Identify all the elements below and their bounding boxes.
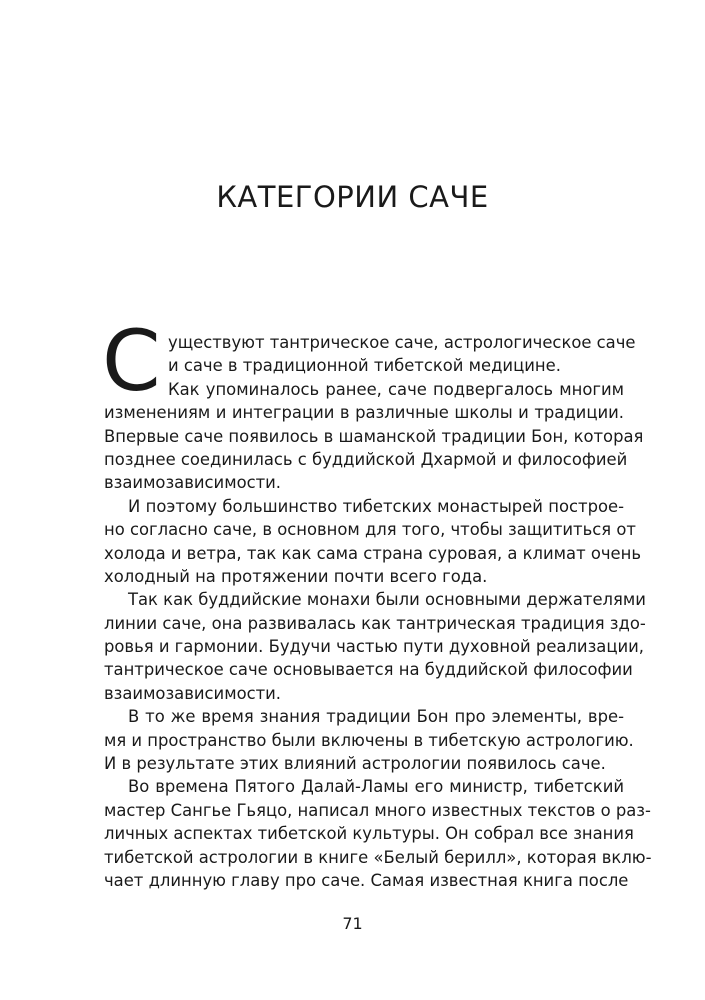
chapter-title: КАТЕГОРИИ САЧЕ (216, 180, 489, 214)
text-line: взаимозависимости. (104, 473, 282, 493)
text-line: взаимозависимости. (104, 683, 282, 703)
text-line: Так как буддийские монахи были основными держателями (128, 590, 646, 610)
text-line: личных аспектах тибетской культуры. Он собрал все знания (104, 824, 634, 844)
text-line: И в результате этих влияний астрологии появилось саче. (104, 754, 606, 774)
text-line: изменениям и интеграции в различные школы и традиции. (104, 403, 624, 423)
text-line: но согласно саче, в основном для того, чтобы защититься от (104, 520, 636, 540)
text-line: Как упоминалось ранее, саче подвергалось многим (168, 379, 624, 399)
text-line: И поэтому большинство тибетских монастырей построе- (128, 496, 624, 516)
text-line: тантрическое саче основывается на буддийской философии (104, 660, 633, 680)
text-line: уществуют тантрическое саче, астрологическое саче (168, 333, 636, 352)
opening-paragraph (102, 312, 636, 410)
text-line: и саче в традиционной тибетской медицине. (168, 356, 561, 376)
page-number: 71 (342, 914, 363, 933)
text-line: мя и пространство были включены в тибетскую астрологию. (104, 730, 634, 750)
body-text (102, 312, 652, 892)
text-line: Впервые саче появилось в шаманской традиции Бон, которая (104, 426, 644, 446)
text-line: В то же время знания традиции Бон про элементы, вре- (128, 707, 624, 727)
text-line: позднее соединилась с буддийской Дхармой и философией (104, 449, 628, 469)
text-line: ровья и гармонии. Будучи частью пути духовной реализации, (104, 637, 645, 657)
text-line: Во времена Пятого Далай-Ламы его министр, тибетский (128, 777, 624, 797)
drop-cap: С (102, 312, 161, 410)
text-line: тибетской астрологии в книге «Белый берилл», которая вклю- (104, 847, 652, 867)
text-line: чает длинную главу про саче. Самая известная книга после (104, 870, 629, 890)
text-line: холода и ветра, так как сама страна суровая, а климат очень (104, 543, 642, 563)
text-line: холодный на протяжении почти всего года. (104, 566, 488, 586)
text-line: линии саче, она развивалась как тантрическая традиция здо- (104, 613, 646, 633)
text-line: мастер Сангье Гьяцо, написал много известных текстов о раз- (104, 800, 651, 820)
